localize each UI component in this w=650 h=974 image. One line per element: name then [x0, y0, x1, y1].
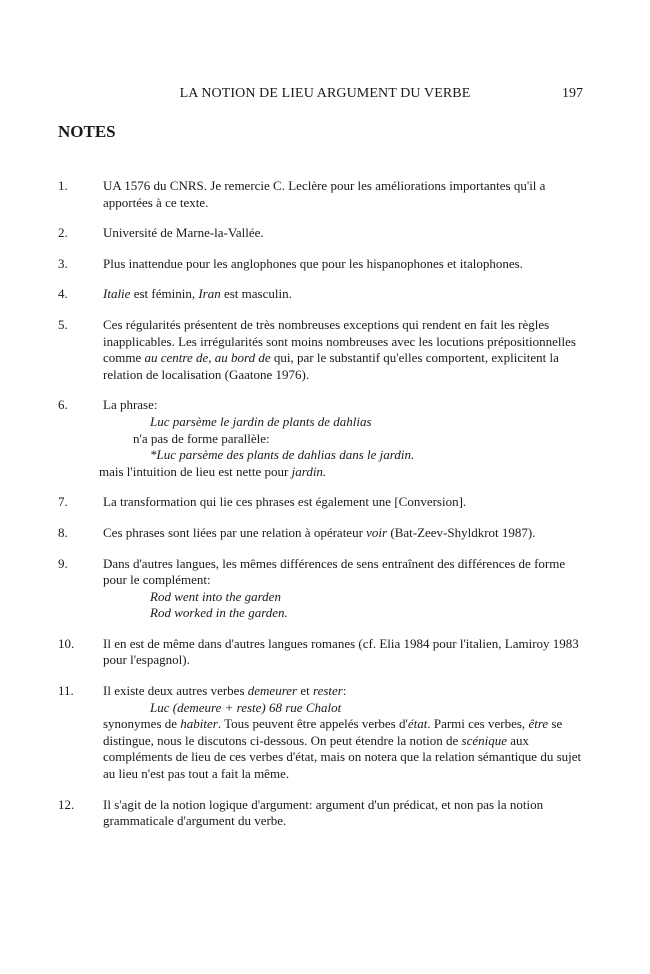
- text-span: :: [342, 683, 347, 699]
- note-item: [0, 494, 650, 511]
- note-item: [0, 397, 650, 480]
- note-number: 6.: [58, 397, 68, 413]
- italic-term: demeurer: [247, 683, 298, 699]
- example-sentence: *Luc parsème des plants de dahlias dans le jardin.: [150, 447, 415, 463]
- text-span: synonymes de: [103, 716, 181, 732]
- italic-term: habiter: [180, 716, 218, 732]
- note-number: 5.: [58, 316, 68, 332]
- text-span: . Tous peuvent être appelés verbes d': [217, 716, 408, 732]
- note-conclusion: [99, 464, 588, 481]
- section-title: NOTES: [58, 122, 116, 141]
- note-text: Plus inattendue pour les anglophones que pour les hispanophones et italophones.: [103, 255, 523, 271]
- example-comment: n'a pas de forme parallèle:: [133, 430, 270, 446]
- example-sentence: Rod worked in the garden.: [150, 605, 288, 621]
- note-number: 8.: [58, 524, 68, 540]
- note-text: [103, 556, 588, 622]
- note-text: [103, 525, 588, 542]
- note-body: [103, 716, 588, 782]
- note-item: [0, 286, 650, 303]
- note-number: 3.: [58, 255, 68, 271]
- note-text: [103, 286, 588, 303]
- note-intro: [103, 683, 588, 700]
- note-text: [103, 317, 588, 383]
- text-span: (Bat-Zeev-Shyldkrot 1987).: [387, 524, 536, 540]
- italic-term: rester: [313, 683, 343, 699]
- text-span: se distingue, nous le discutons ci-dessous. On peut étendre la notion de: [103, 716, 563, 748]
- text-span: est féminin,: [130, 286, 199, 302]
- note-text: La transformation qui lie ces phrases est également une [Conversion].: [103, 494, 467, 510]
- note-text: Université de Marne-la-Vallée.: [103, 225, 264, 241]
- note-number: 2.: [58, 225, 68, 241]
- text-span: aux compléments de lieu de ces verbes d'état, mais on notera que la relation sémantique du sujet au lieu n'est pas tout a fait la même.: [103, 732, 582, 782]
- note-text: Il s'agit de la notion logique d'argument: argument d'un prédicat, et non pas la notion grammaticale d'argument du verbe.: [103, 796, 544, 829]
- note-text: Il en est de même dans d'autres langues romanes (cf. Elia 1984 pour l'italien, Lamiroy 1983 pour l'espagnol).: [103, 635, 579, 668]
- running-header: LA NOTION DE LIEU ARGUMENT DU VERBE: [179, 86, 471, 101]
- note-number: 1.: [58, 178, 68, 193]
- text-span: mais l'intuition de lieu est nette pour: [99, 463, 292, 479]
- text-span: et: [297, 683, 313, 699]
- italic-term: Iran: [198, 286, 221, 302]
- note-text: UA 1576 du CNRS. Je remercie C. Leclère pour les améliorations importantes qu'il a apportées à ce texte.: [103, 178, 546, 210]
- note-item: [0, 556, 650, 622]
- text-span: est masculin.: [220, 286, 292, 302]
- italic-term: état: [407, 716, 428, 732]
- italic-term: au centre de, au bord de: [144, 350, 271, 366]
- italic-term: Italie: [103, 286, 131, 302]
- note-number: 7.: [58, 494, 68, 510]
- note-intro: La phrase:: [103, 397, 158, 413]
- note-number: 9.: [58, 555, 68, 571]
- note-item: [0, 797, 650, 830]
- italic-term: voir: [366, 524, 388, 540]
- note-intro: Dans d'autres langues, les mêmes différences de sens entraînent des différences de forme pour le complément:: [103, 555, 566, 588]
- note-number: 11.: [58, 683, 74, 699]
- note-item: [0, 683, 650, 783]
- note-text: [99, 397, 588, 480]
- note-number: 4.: [58, 286, 68, 302]
- notes-list: [0, 178, 650, 844]
- text-span: Ces phrases sont liées par une relation à opérateur: [103, 524, 367, 540]
- note-item: [0, 178, 650, 211]
- text-span: Il existe deux autres verbes: [103, 683, 248, 699]
- note-text: [103, 683, 588, 783]
- note-item: [0, 317, 650, 383]
- example-sentence: Rod went into the garden: [150, 588, 281, 604]
- note-number: 10.: [58, 635, 75, 651]
- note-item: [0, 525, 650, 542]
- italic-term: scénique: [461, 732, 508, 748]
- note-item: [0, 256, 650, 273]
- text-span: Ces régularités présentent de très nombreuses exceptions qui rendent en fait les règles inapplicables. Les irrégularités sont moins nombreuses avec les locutions prépositionnelles comme: [103, 316, 576, 366]
- note-item: [0, 636, 650, 669]
- text-span: qui, par le substantif qu'elles comportent, explicitent la relation de localisation (Gaatone 1976).: [103, 350, 559, 382]
- page-number: 197: [562, 86, 583, 101]
- example-sentence: Luc (demeure + reste) 68 rue Chalot: [150, 699, 342, 715]
- italic-term: jardin.: [291, 463, 327, 479]
- note-number: 12.: [58, 796, 75, 812]
- example-sentence: Luc parsème le jardin de plants de dahlias: [150, 413, 372, 429]
- italic-term: être: [528, 716, 549, 732]
- note-item: [0, 225, 650, 242]
- text-span: . Parmi ces verbes,: [427, 716, 529, 732]
